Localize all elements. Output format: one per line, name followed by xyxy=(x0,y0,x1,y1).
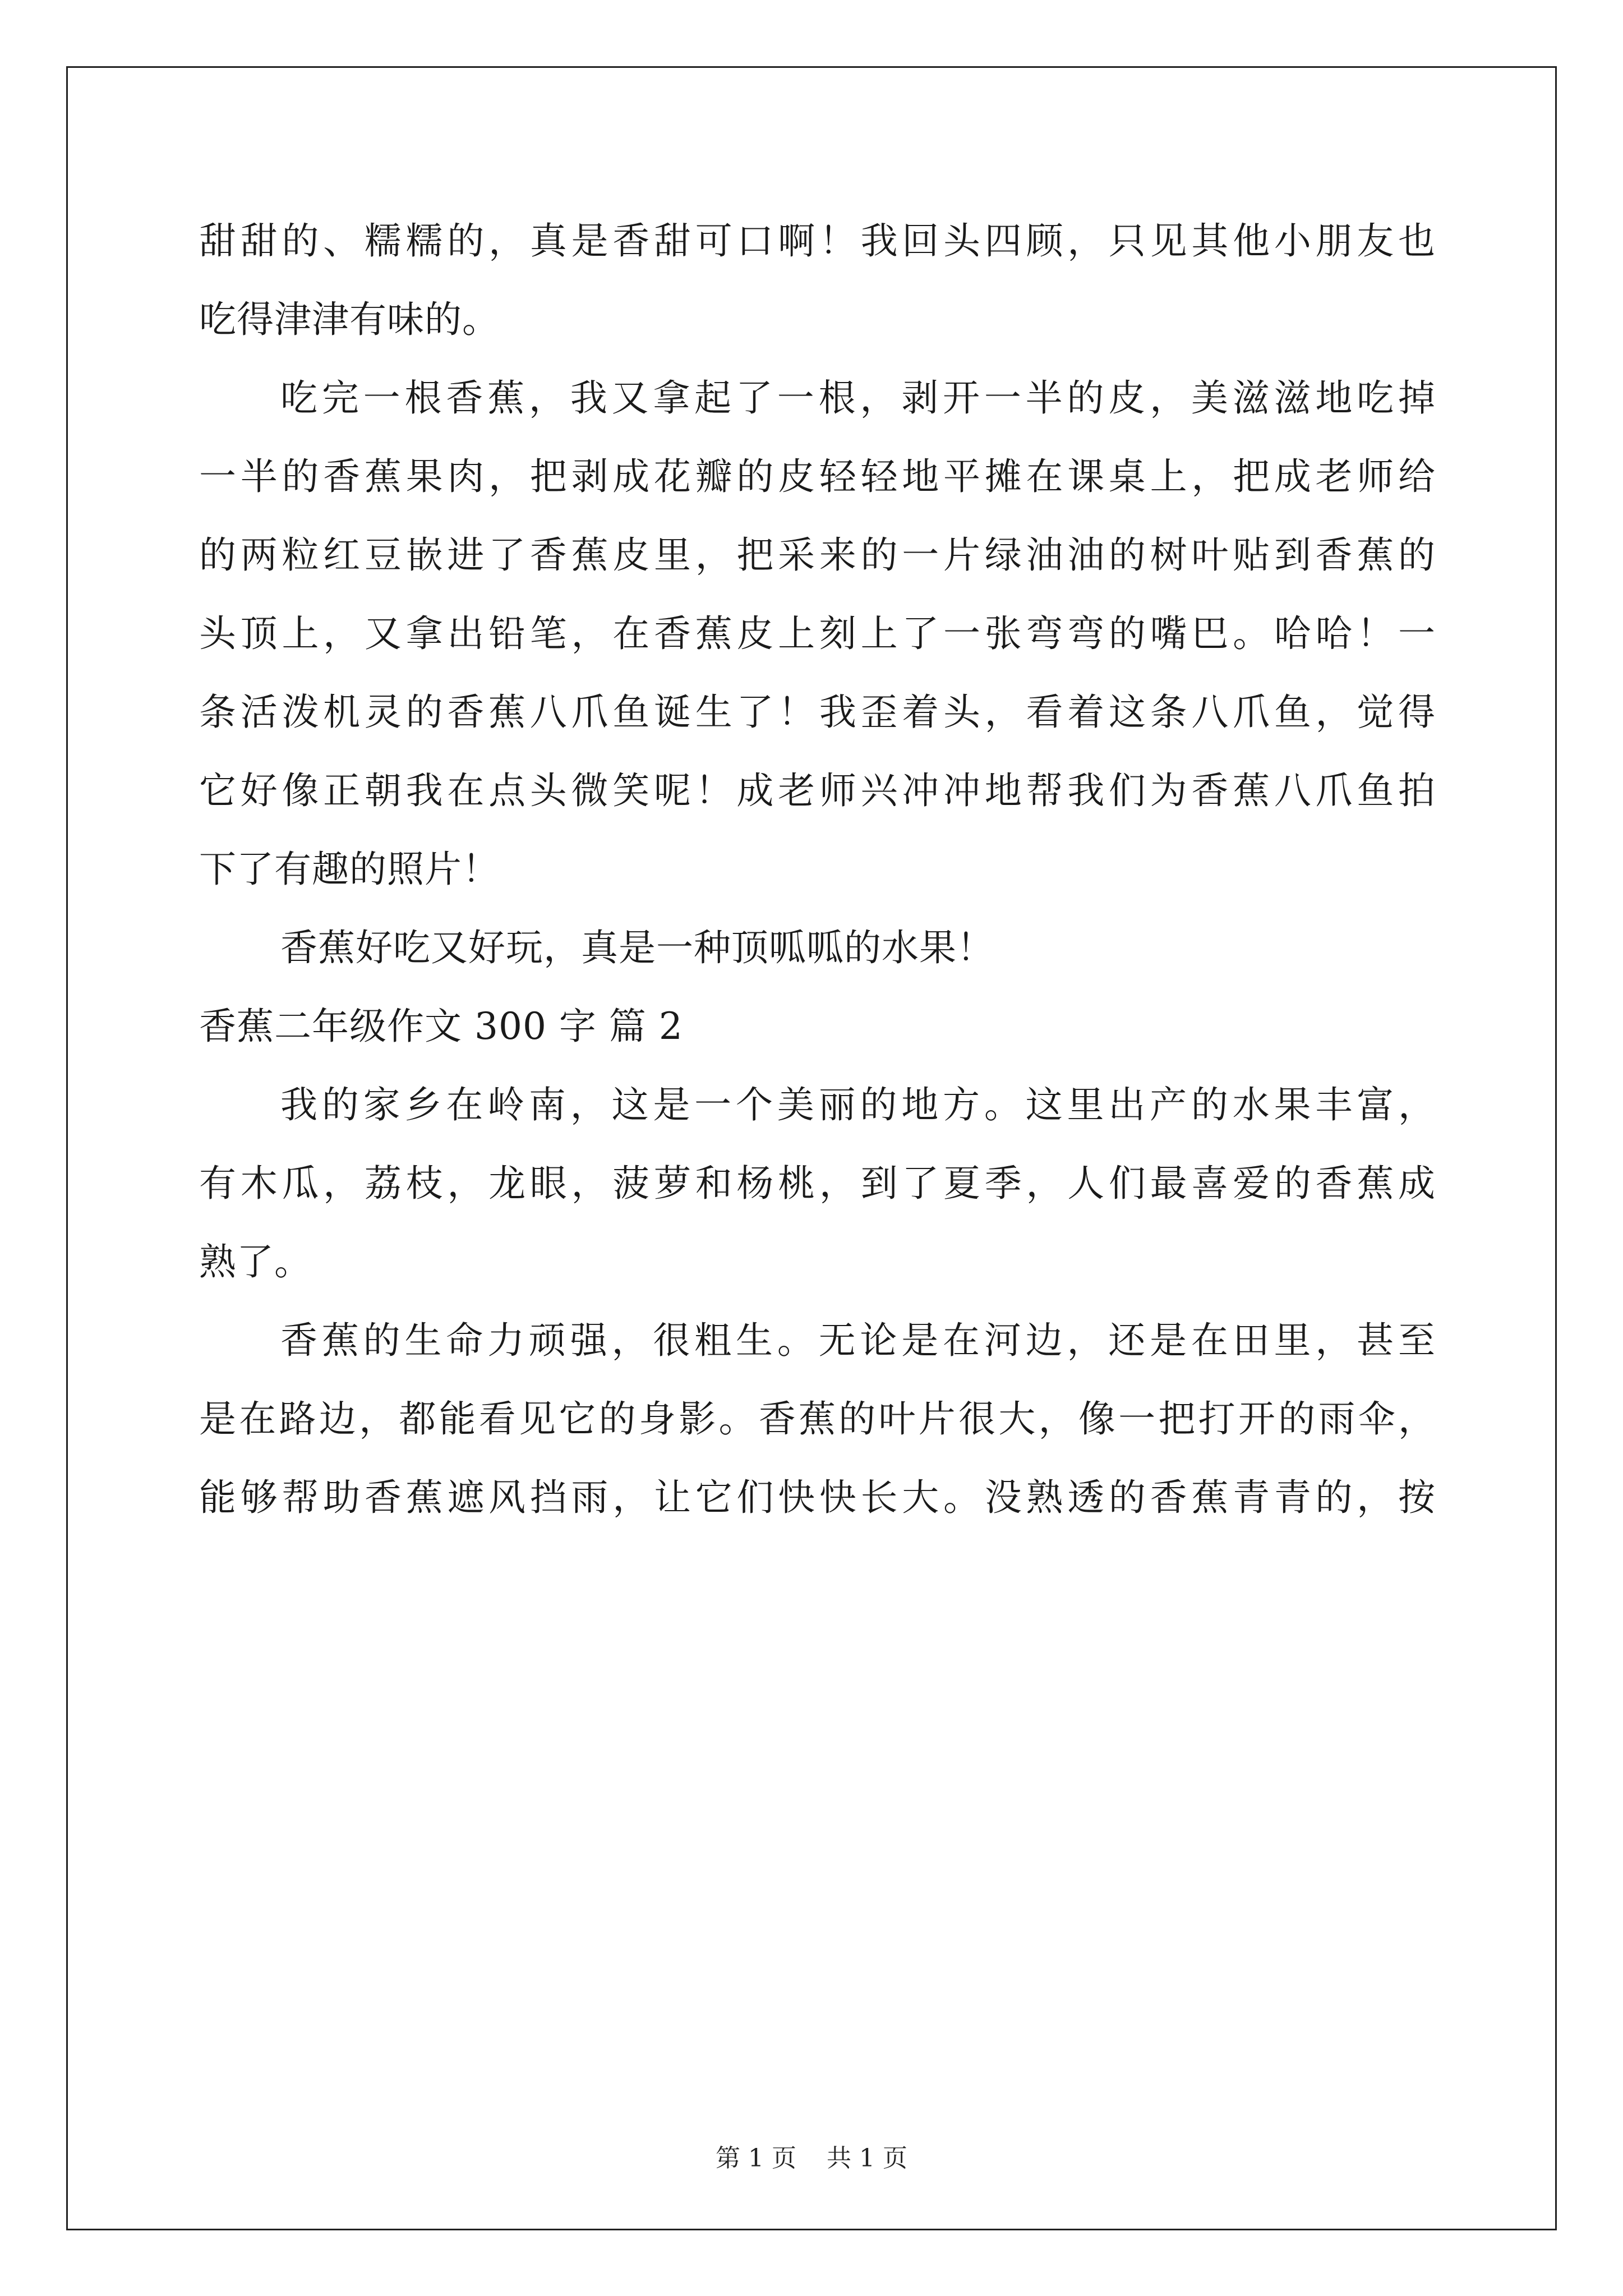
text-line: 下了有趣的照片！ xyxy=(199,848,500,891)
text-line: 能够帮助香蕉遮风挡雨，让它们快快长大。没熟透的香蕉青青的，按 xyxy=(199,1476,1436,1519)
text-line: 有木瓜，荔枝，龙眼，菠萝和杨桃，到了夏季，人们最喜爱的香蕉成 xyxy=(199,1162,1436,1205)
page-number: 第 1 页 xyxy=(716,2144,796,2173)
text-line: 头顶上，又拿出铅笔，在香蕉皮上刻上了一张弯弯的嘴巴。哈哈！一 xyxy=(199,612,1436,655)
text-line: 条活泼机灵的香蕉八爪鱼诞生了！我歪着头，看着这条八爪鱼，觉得 xyxy=(199,691,1436,734)
text-line: 吃完一根香蕉，我又拿起了一根，剥开一半的皮，美滋滋地吃掉 xyxy=(280,376,1436,420)
text-line: 一半的香蕉果肉，把剥成花瓣的皮轻轻地平摊在课桌上，把成老师给 xyxy=(199,455,1436,498)
text-line: 吃得津津有味的。 xyxy=(199,298,500,341)
text-line: 我的家乡在岭南，这是一个美丽的地方。这里出产的水果丰富， xyxy=(280,1083,1436,1126)
text-line: 甜甜的、糯糯的，真是香甜可口啊！我回头四顾，只见其他小朋友也 xyxy=(199,219,1436,263)
section-heading: 香蕉二年级作文 300 字 篇 2 xyxy=(199,1005,683,1048)
text-line: 香蕉的生命力顽强，很粗生。无论是在河边，还是在田里，甚至 xyxy=(280,1319,1436,1362)
page-total: 共 1 页 xyxy=(827,2144,907,2173)
text-line: 是在路边，都能看见它的身影。香蕉的叶片很大，像一把打开的雨伞， xyxy=(199,1397,1436,1441)
text-line: 它好像正朝我在点头微笑呢！成老师兴冲冲地帮我们为香蕉八爪鱼拍 xyxy=(199,769,1436,812)
page-footer xyxy=(0,2142,1623,2175)
text-line: 香蕉好吃又好玩，真是一种顶呱呱的水果！ xyxy=(280,926,994,969)
text-line: 熟了。 xyxy=(199,1240,312,1283)
text-line: 的两粒红豆嵌进了香蕉皮里，把采来的一片绿油油的树叶贴到香蕉的 xyxy=(199,533,1436,577)
